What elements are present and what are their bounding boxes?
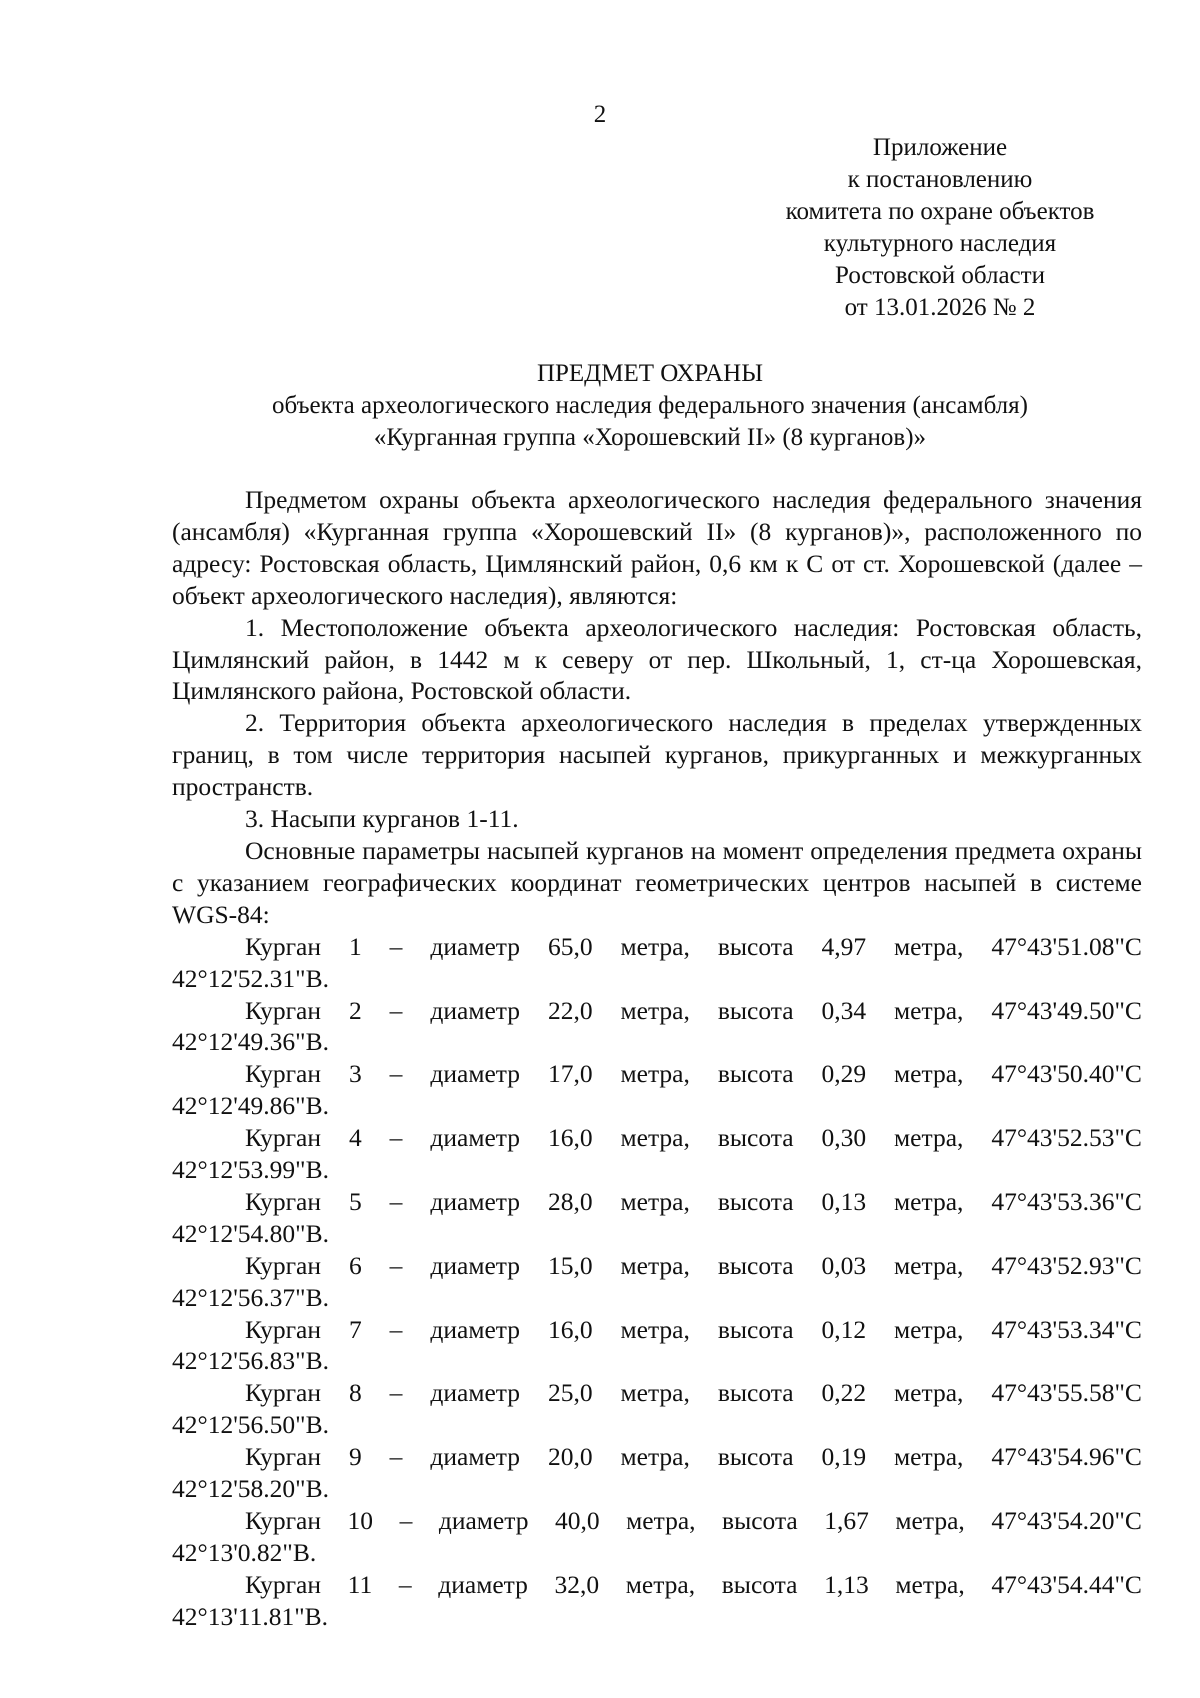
- kurgan-number: 9: [348, 1442, 362, 1472]
- diameter-label: диаметр: [430, 1250, 520, 1280]
- kurgan-entry: [172, 931, 1142, 995]
- intro-paragraph: Предметом охраны объекта археологического наследия федерального значения (ансамбля) «Курганная группа «Хорошевский II» (8 курганов)», расположенного по адресу: Ростовская область, Цимлянский район, 0,6 км к С от ст. Хорошевской (далее – объект археологического наследия), являются:: [172, 485, 1142, 610]
- height-value: 0,30: [821, 1123, 867, 1153]
- longitude: 42°12'49.36"В.: [172, 1027, 329, 1057]
- kurgan-entry: [172, 995, 1142, 1059]
- document-body: [172, 484, 1142, 1633]
- kurgan-label: Курган: [245, 1123, 322, 1153]
- dash: –: [389, 1314, 403, 1344]
- kurgan-entry: [172, 1505, 1142, 1569]
- diameter-label: диаметр: [430, 931, 520, 961]
- kurgan-label: Курган: [245, 1314, 322, 1344]
- height-label: высота: [717, 1186, 794, 1216]
- unit-label: метра,: [626, 1506, 696, 1535]
- height-value: 0,22: [821, 1378, 867, 1408]
- kurgan-entry: [172, 1377, 1142, 1441]
- diameter-label: диаметр: [430, 1059, 520, 1089]
- longitude: 42°12'54.80"В.: [172, 1218, 329, 1248]
- height-label: высота: [717, 1378, 794, 1408]
- unit-label: метра,: [625, 1569, 696, 1599]
- longitude: 42°12'58.20"В.: [172, 1474, 329, 1504]
- diameter-value: 17,0: [547, 1059, 593, 1089]
- kurgan-line: [172, 1058, 1142, 1090]
- height-label: высота: [717, 1059, 794, 1089]
- kurgan-line: [172, 931, 1142, 963]
- kurgan-number: 5: [348, 1186, 362, 1216]
- diameter-label: диаметр: [430, 1442, 520, 1472]
- latitude: 47°43'52.93"С: [991, 1250, 1142, 1280]
- height-label: высота: [721, 1569, 798, 1599]
- height-label: высота: [717, 995, 794, 1025]
- kurgan-line: [172, 1441, 1142, 1473]
- kurgan-label: Курган: [245, 1250, 322, 1280]
- item-location: 1. Местоположение объекта археологического наследия: Ростовская область, Цимлянский район, в 1442 м к северу от пер. Школьный, 1, ст-ца Хорошевская, Цимлянского района, Ростовской области.: [172, 612, 1142, 706]
- height-value: 0,34: [821, 995, 867, 1025]
- height-label: высота: [717, 1250, 794, 1280]
- diameter-value: 25,0: [547, 1378, 593, 1408]
- kurgan-number: 11: [347, 1569, 373, 1599]
- longitude: 42°13'11.81"В.: [172, 1601, 329, 1631]
- height-label: высота: [717, 1314, 794, 1344]
- height-value: 1,13: [824, 1569, 869, 1599]
- diameter-label: диаметр: [438, 1569, 528, 1599]
- longitude: 42°12'53.99"В.: [172, 1155, 329, 1185]
- latitude: 47°43'51.08"С: [991, 931, 1142, 961]
- diameter-label: диаметр: [430, 1378, 520, 1408]
- diameter-label: диаметр: [430, 1123, 520, 1153]
- height-label: высота: [722, 1506, 798, 1535]
- latitude: 47°43'49.50"С: [991, 995, 1142, 1025]
- kurgan-entry: [172, 1569, 1142, 1633]
- dash: –: [389, 995, 403, 1025]
- unit-label: метра,: [620, 1186, 690, 1216]
- kurgan-label: Курган: [245, 1186, 322, 1216]
- dash: –: [389, 1442, 403, 1472]
- height-value: 0,12: [821, 1314, 867, 1344]
- unit-label: метра,: [894, 1250, 964, 1280]
- kurgan-number: 2: [348, 995, 362, 1025]
- title-line: объекта археологического наследия федерального значения (ансамбля): [272, 392, 1028, 419]
- kurgan-number: 7: [348, 1314, 362, 1344]
- item-territory: 2. Территория объекта археологического наследия в пределах утвержденных границ, в том числе территория насыпей курганов, прикурганных и межкурганных пространств.: [172, 708, 1142, 802]
- appendix-block: [760, 132, 1120, 324]
- title-heading: ПРЕДМЕТ ОХРАНЫ: [536, 360, 764, 387]
- diameter-value: 15,0: [547, 1250, 593, 1280]
- unit-label: метра,: [620, 1378, 690, 1408]
- unit-label: метра,: [895, 1569, 965, 1599]
- longitude: 42°12'56.83"В.: [172, 1346, 329, 1376]
- kurgan-label: Курган: [245, 1569, 322, 1599]
- kurgan-number: 10: [347, 1506, 374, 1535]
- appendix-line: Приложение: [872, 134, 1008, 161]
- appendix-line: к постановлению: [847, 166, 1033, 193]
- unit-label: метра,: [620, 1442, 690, 1472]
- unit-label: метра,: [894, 1059, 964, 1089]
- diameter-value: 20,0: [547, 1442, 593, 1472]
- height-label: высота: [717, 931, 794, 961]
- kurgan-line: [172, 1122, 1142, 1154]
- kurgan-label: Курган: [245, 1059, 322, 1089]
- latitude: 47°43'52.53"С: [991, 1123, 1142, 1153]
- dash: –: [398, 1569, 412, 1599]
- longitude: 42°12'56.50"В.: [172, 1410, 329, 1440]
- kurgan-label: Курган: [245, 995, 322, 1025]
- longitude: 42°12'52.31"В.: [172, 963, 329, 993]
- dash: –: [389, 1059, 403, 1089]
- appendix-line: комитета по охране объектов: [785, 198, 1095, 225]
- unit-label: метра,: [894, 1314, 964, 1344]
- dash: –: [389, 1250, 403, 1280]
- diameter-value: 28,0: [547, 1186, 593, 1216]
- longitude: 42°12'56.37"В.: [172, 1282, 329, 1312]
- kurgan-line: [172, 1186, 1142, 1218]
- kurgan-line: [172, 1250, 1142, 1282]
- unit-label: метра,: [620, 1314, 690, 1344]
- appendix-line: культурного наследия: [823, 230, 1057, 257]
- unit-label: метра,: [620, 995, 690, 1025]
- latitude: 47°43'54.96"С: [991, 1442, 1142, 1472]
- unit-label: метра,: [895, 1506, 965, 1535]
- unit-label: метра,: [894, 1186, 964, 1216]
- kurgan-line: [172, 1314, 1142, 1346]
- latitude: 47°43'54.20"С: [991, 1506, 1142, 1535]
- diameter-value: 22,0: [547, 995, 593, 1025]
- unit-label: метра,: [620, 1059, 690, 1089]
- kurgan-label: Курган: [245, 1442, 322, 1472]
- longitude: 42°13'0.82"В.: [172, 1537, 317, 1567]
- kurgan-line: [172, 995, 1142, 1027]
- dash: –: [399, 1506, 413, 1535]
- unit-label: метра,: [894, 1442, 964, 1472]
- appendix-line: от 13.01.2026 № 2: [844, 294, 1036, 321]
- dash: –: [389, 931, 403, 961]
- diameter-value: 32,0: [554, 1569, 600, 1599]
- kurgan-entry: [172, 1058, 1142, 1122]
- unit-label: метра,: [894, 931, 964, 961]
- kurgan-entry: [172, 1122, 1142, 1186]
- kurgan-list: [172, 931, 1142, 1633]
- kurgan-entry: [172, 1314, 1142, 1378]
- unit-label: метра,: [620, 1123, 690, 1153]
- kurgan-number: 8: [348, 1378, 362, 1408]
- unit-label: метра,: [894, 1123, 964, 1153]
- height-value: 0,19: [821, 1442, 867, 1472]
- height-value: 0,03: [821, 1250, 867, 1280]
- dash: –: [389, 1123, 403, 1153]
- diameter-label: диаметр: [438, 1506, 529, 1535]
- kurgan-entry: [172, 1441, 1142, 1505]
- height-label: высота: [717, 1442, 794, 1472]
- kurgan-entry: [172, 1250, 1142, 1314]
- kurgan-number: 3: [348, 1059, 362, 1089]
- height-value: 4,97: [821, 931, 867, 961]
- kurgan-line: [172, 1505, 1142, 1537]
- latitude: 47°43'53.36"С: [991, 1186, 1142, 1216]
- height-value: 0,13: [821, 1186, 867, 1216]
- kurgan-label: Курган: [245, 931, 322, 961]
- params-paragraph: Основные параметры насыпей курганов на момент определения предмета охраны с указанием географических координат геометрических центров насыпей в системе WGS-84:: [172, 835, 1142, 929]
- dash: –: [389, 1186, 403, 1216]
- diameter-value: 16,0: [547, 1123, 593, 1153]
- height-value: 1,67: [824, 1506, 869, 1535]
- page-number: 2: [593, 101, 607, 128]
- kurgan-label: Курган: [245, 1506, 322, 1535]
- unit-label: метра,: [894, 995, 964, 1025]
- kurgan-number: 6: [348, 1250, 362, 1280]
- height-label: высота: [717, 1123, 794, 1153]
- kurgan-entry: [172, 1186, 1142, 1250]
- diameter-label: диаметр: [430, 1314, 520, 1344]
- latitude: 47°43'53.34"С: [991, 1314, 1142, 1344]
- diameter-value: 65,0: [547, 931, 593, 961]
- unit-label: метра,: [620, 1250, 690, 1280]
- unit-label: метра,: [894, 1378, 964, 1408]
- appendix-line: Ростовской области: [835, 262, 1045, 289]
- kurgan-number: 4: [348, 1123, 362, 1153]
- diameter-label: диаметр: [430, 995, 520, 1025]
- item-mounds: 3. Насыпи курганов 1-11.: [245, 804, 519, 834]
- diameter-value: 16,0: [547, 1314, 593, 1344]
- latitude: 47°43'50.40"С: [991, 1059, 1142, 1089]
- title-line: «Курганная группа «Хорошевский II» (8 курганов)»: [373, 424, 927, 451]
- kurgan-line: [172, 1569, 1142, 1601]
- kurgan-number: 1: [348, 931, 362, 961]
- diameter-value: 40,0: [555, 1506, 600, 1535]
- latitude: 47°43'55.58"С: [991, 1378, 1142, 1408]
- diameter-label: диаметр: [430, 1186, 520, 1216]
- document-title: [160, 358, 1140, 454]
- latitude: 47°43'54.44"С: [991, 1569, 1142, 1599]
- kurgan-label: Курган: [245, 1378, 322, 1408]
- height-value: 0,29: [821, 1059, 867, 1089]
- unit-label: метра,: [620, 931, 690, 961]
- dash: –: [389, 1378, 403, 1408]
- kurgan-line: [172, 1377, 1142, 1409]
- longitude: 42°12'49.86"В.: [172, 1091, 329, 1121]
